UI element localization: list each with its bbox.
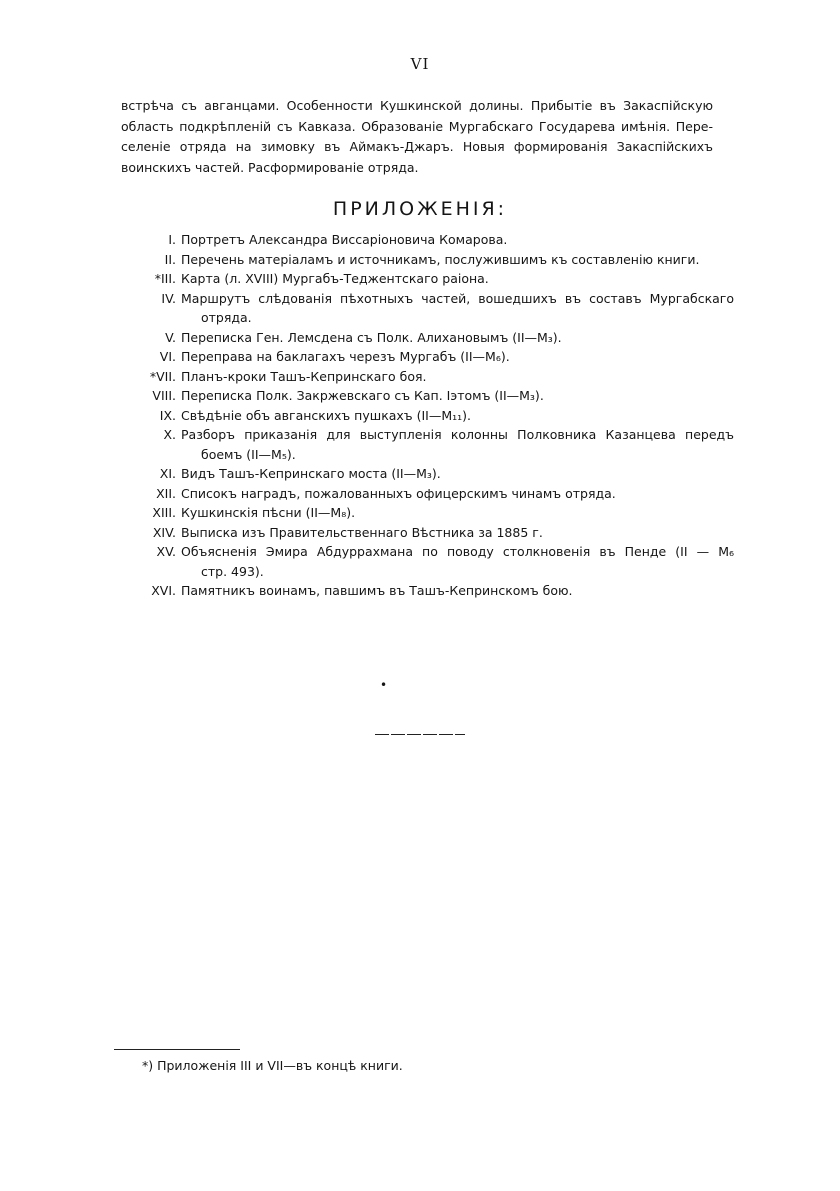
appendix-number: XI. [159,466,176,481]
appendix-text-line: Переписка Полк. Закржевскаго съ Кап. Іэтомъ (II—M₃). [181,388,544,403]
appendix-text-line: Портретъ Александра Виссаріоновича Комарова. [181,232,508,247]
appendix-text-line: Перечень матеріаламъ и источникамъ, послужившимъ къ составленію книги. [181,251,700,267]
appendix-text [181,503,734,523]
center-mark: • [380,678,388,692]
appendix-number: IV. [161,290,176,306]
appendix-text [181,367,734,387]
appendix-item [120,425,760,464]
appendix-number: X. [163,427,176,442]
appendix-number: XVI. [151,583,176,598]
appendix-text-line: Выписка изъ Правительственнаго Вѣстника за 1885 г. [181,524,543,540]
appendix-item [120,269,760,289]
appendix-text-line: Видъ Ташъ-Кепринскаго моста (II—M₃). [181,466,441,481]
appendix-text-line: Разборъ приказанія для выступленія колонны Полковника Казанцева передъ [181,427,734,442]
appendix-number: *III. [154,271,176,286]
appendix-number: V. [165,329,176,345]
appendix-number: XIII. [152,505,176,520]
appendix-text-line: отряда. [201,310,252,325]
appendix-text-line: Планъ-кроки Ташъ-Кепринскаго боя. [181,368,427,384]
appendix-text-line: Маршрутъ слѣдованія пѣхотныхъ частей, вошедшихъ въ составъ Мургабскаго [181,290,734,306]
appendix-number: VI. [159,349,176,364]
appendix-number: IX. [159,407,176,423]
appendix-item [120,250,760,270]
appendix-text-line: боемъ (II—M₅). [201,446,296,462]
appendix-item [120,464,760,484]
appendix-text-line: стр. 493). [201,563,264,579]
footnote-rule [114,1049,240,1050]
appendix-text-line: Переписка Ген. Лемсдена съ Полк. Алихановымъ (II—M₃). [181,329,562,345]
appendix-text [181,425,734,464]
appendix-item [120,581,760,601]
appendix-number: I. [168,232,176,247]
appendix-text-line: Свѣдѣніе объ авганскихъ пушкахъ (II—M₁₁). [181,407,472,423]
appendix-item [120,406,760,426]
appendix-text [181,347,734,367]
appendix-item [120,367,760,387]
appendix-item [120,386,760,406]
appendix-text-line: Списокъ наградъ, пожалованныхъ офицерскимъ чинамъ отряда. [181,485,616,501]
appendix-item [120,328,760,348]
section-heading: ПРИЛОЖЕНІЯ: [332,198,508,220]
section-separator [375,734,465,735]
appendix-text [181,250,734,270]
intro-paragraph [121,96,713,178]
appendix-item [120,289,760,328]
appendix-item [120,523,760,543]
appendix-text-line: Памятникъ воинамъ, павшимъ въ Ташъ-Кепринскомъ бою. [181,583,573,598]
appendix-item [120,347,760,367]
appendix-text [181,484,734,504]
appendix-text [181,289,734,328]
appendix-item [120,542,760,581]
appendix-number: VIII. [152,388,176,403]
footnote: *) Приложенія III и VII—въ концѣ книги. [142,1058,403,1073]
appendix-item [120,503,760,523]
appendix-number: *VII. [149,368,176,384]
appendix-text-line: Кушкинскія пѣсни (II—M₈). [181,505,356,520]
appendix-number: XIV. [152,524,176,540]
appendix-item [120,230,760,250]
appendix-number: XV. [156,544,176,559]
appendix-text [181,542,734,581]
appendix-list [120,230,760,601]
page-number: VI [410,55,430,73]
appendix-text [181,523,734,543]
intro-line: селеніе отряда на зимовку въ Аймакъ-Джаръ. Новыя формированія Закаспійскихъ [121,139,713,154]
appendix-text [181,230,734,250]
intro-line: область подкрѣпленій съ Кавказа. Образованіе Мургабскаго Государева имѣнія. Пере- [121,118,713,134]
appendix-item [120,484,760,504]
appendix-text-line: Объясненія Эмира Абдуррахмана по поводу столкновенія въ Пенде (II — M₆ [181,544,734,559]
appendix-text [181,581,734,601]
appendix-text [181,464,734,484]
appendix-number: XII. [156,485,176,501]
appendix-text [181,269,734,289]
intro-line: воинскихъ частей. Расформированіе отряда. [121,159,419,175]
appendix-text-line: Карта (л. XVIII) Мургабъ-Теджентскаго раіона. [181,271,489,286]
appendix-text [181,328,734,348]
appendix-text [181,406,734,426]
appendix-number: II. [164,251,176,267]
appendix-text [181,386,734,406]
appendix-text-line: Переправа на баклагахъ черезъ Мургабъ (II—M₆). [181,349,510,364]
intro-line: встрѣча съ авганцами. Особенности Кушкинской долины. Прибытіе въ Закаспійскую [121,98,713,113]
